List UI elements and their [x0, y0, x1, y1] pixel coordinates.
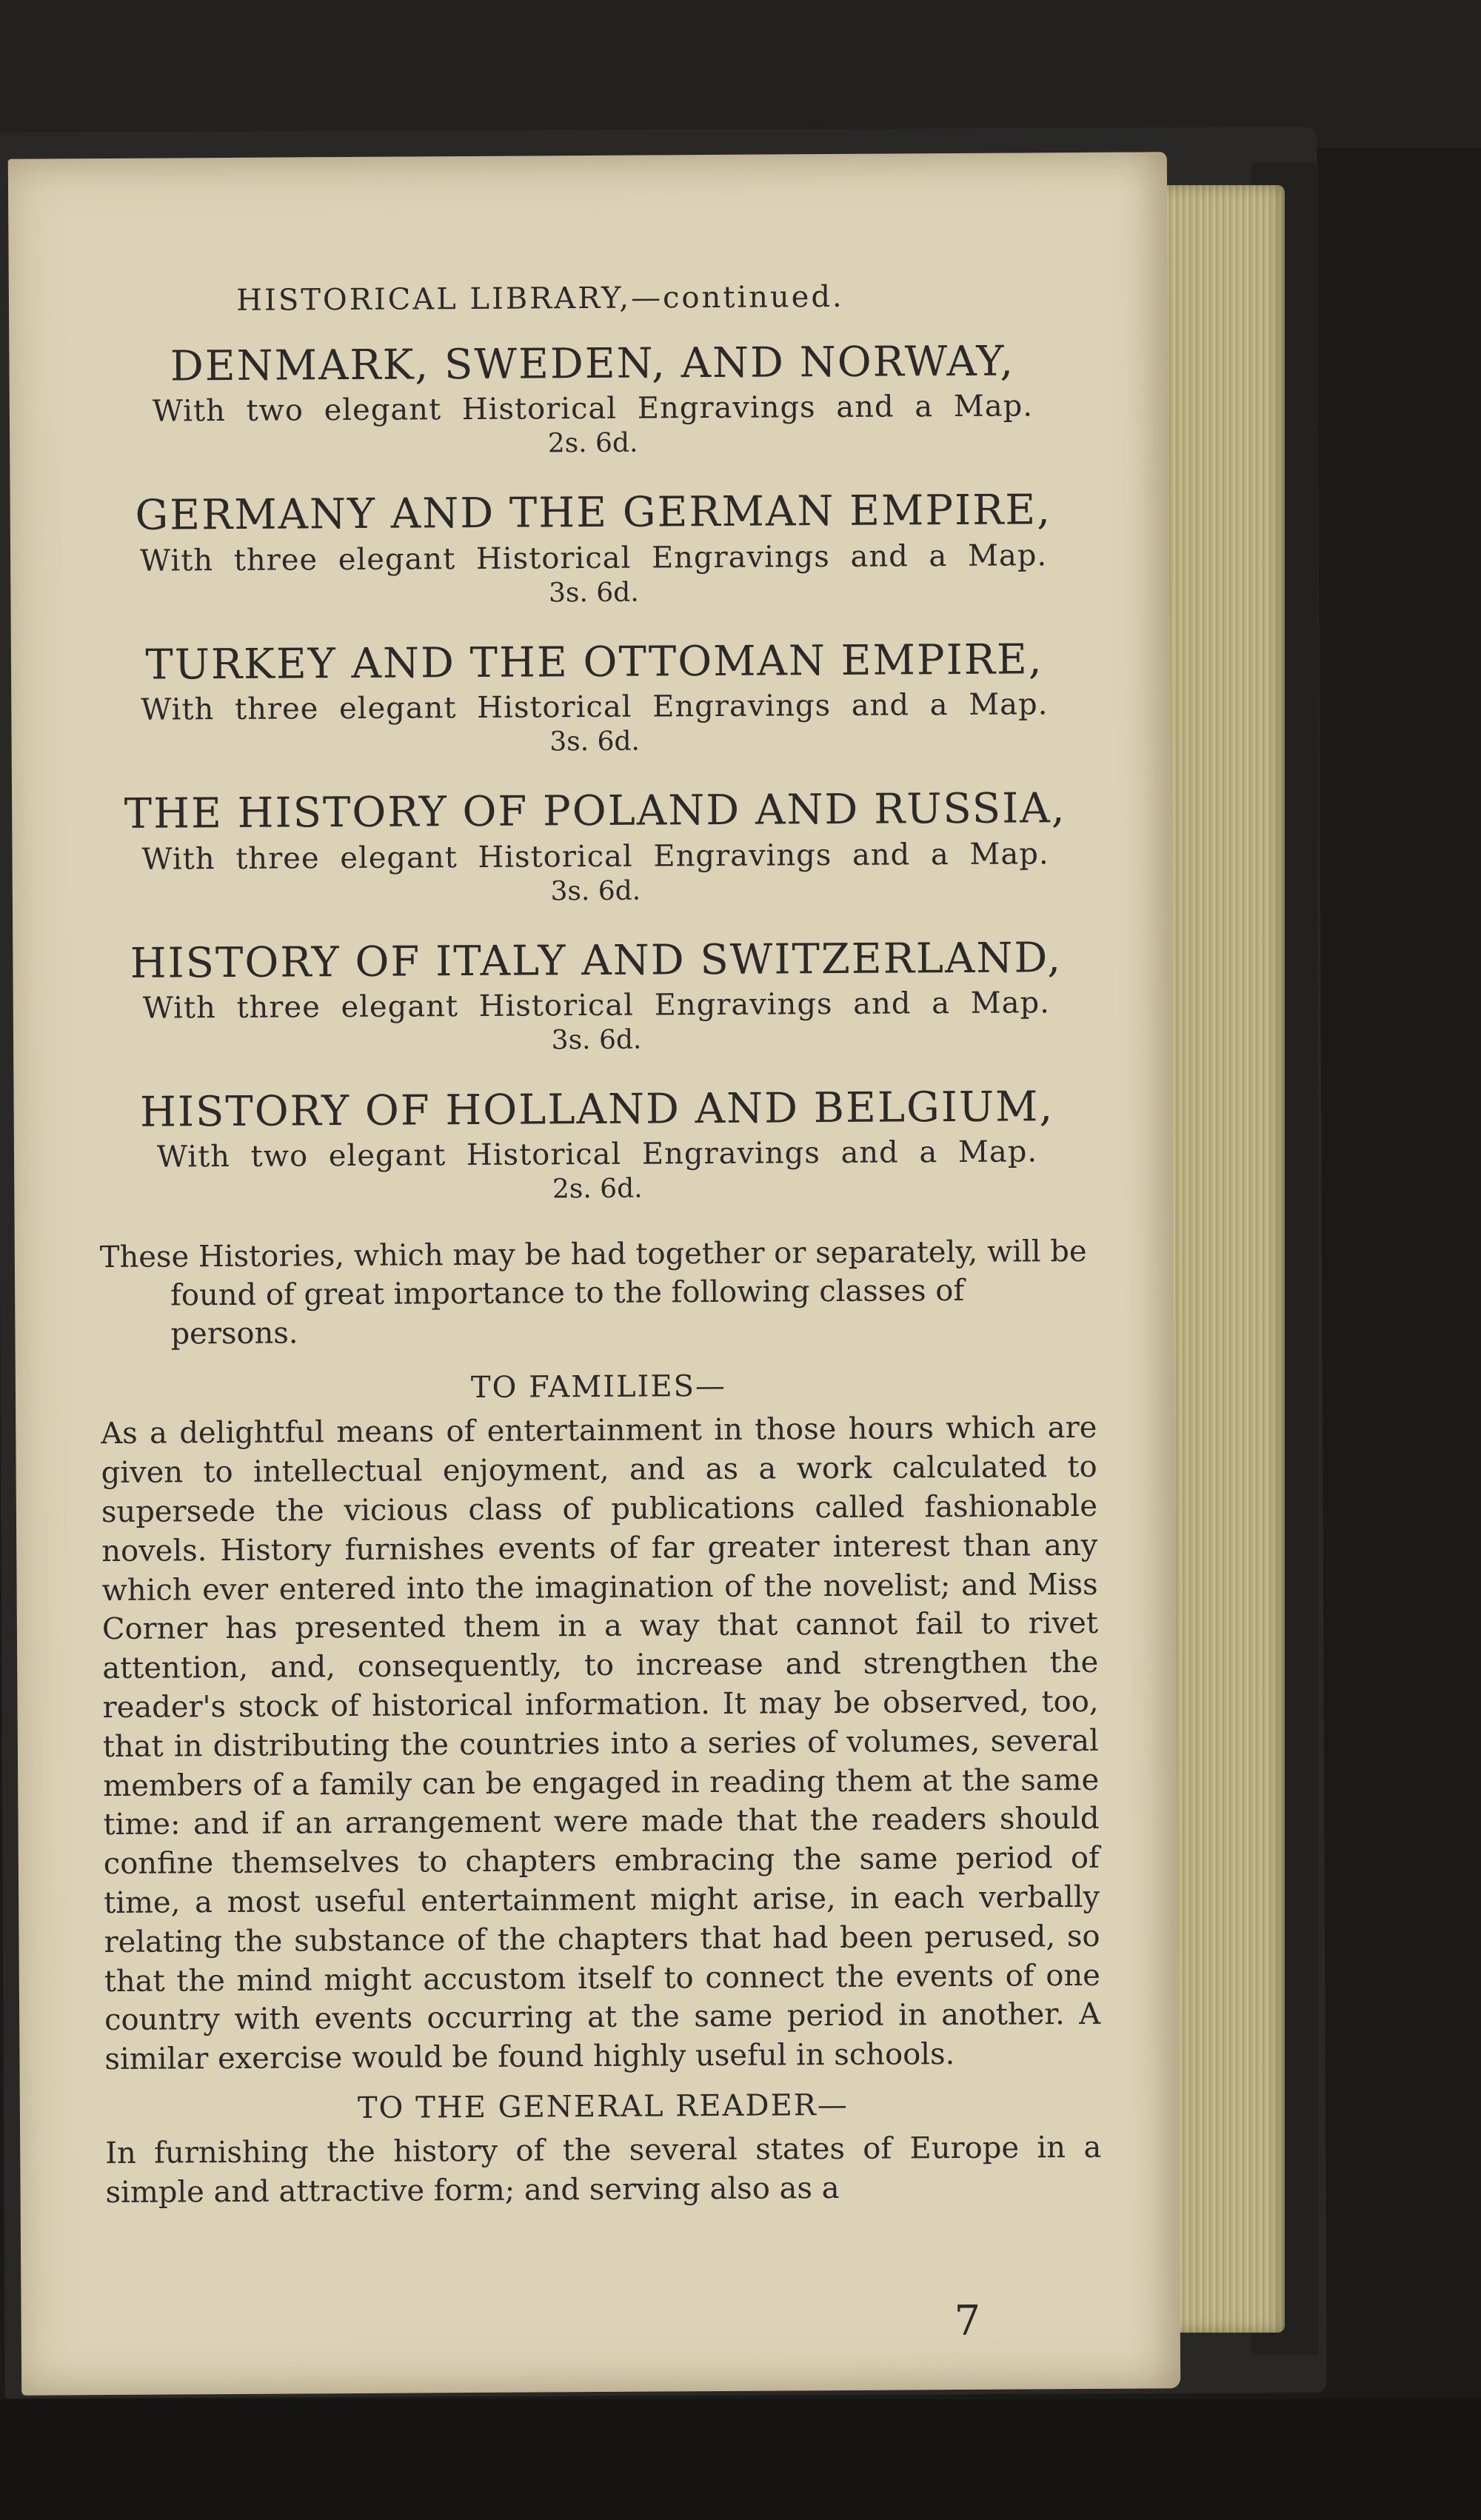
entry-price: 3s. 6d. [550, 875, 641, 906]
entry-title: DENMARK, SWEDEN, AND NORWAY, [170, 337, 1015, 391]
entry-denmark [94, 338, 1091, 462]
entry-subtitle: With three elegant Historical Engravings and a Map. [141, 687, 1049, 727]
page-number: 7 [954, 2296, 981, 2346]
families-paragraph: As a delightful means of entertainment in those hours which are given to intellectual enjoyment, and as a work calculated to supersede the vicious class of publications called fashionable novels. History furnishes events of far greater interest than any which ever entered into the imagination of the novelist; and Miss Corner has presented them in a way that cannot fail to rivet attention, and, consequently, to increase and strengthen the reader's stock of historical information. It may be observed, too, that in distributing the countries into a series of volumes, several members of a family can be engaged in reading them at the same time: and if an arrangement were made that the readers should confine themselves to chapters embracing the same period of time, a most useful entertainment might arise, in each verbally relating the substance of the chapters that had been perused, so that the mind might accustom itself to connect the events of one country with events occurring at the same period in another. A similar exercise would be found highly useful in schools. [101, 1411, 1101, 2077]
families-heading: TO FAMILIES— [470, 1369, 727, 1406]
entry-price: 2s. 6d. [552, 1173, 643, 1205]
intro-paragraph: These Histories, which may be had together or separately, will be found of great importance to the following classes of persons. [99, 1234, 1087, 1351]
entry-subtitle: With three elegant Historical Engravings and a Map. [141, 836, 1049, 877]
entry-subtitle: With three elegant Historical Engravings and a Map. [139, 538, 1048, 578]
entry-germany [96, 487, 1092, 611]
entry-turkey [96, 636, 1093, 761]
entry-subtitle: With two elegant Historical Engravings and a Map. [156, 1134, 1038, 1174]
entry-italy-switzerland [98, 934, 1094, 1058]
general-reader-paragraph: In furnishing the history of the several states of Europe in a simple and attractive form; and serving also as a [105, 2130, 1102, 2210]
background-top [0, 0, 1481, 148]
book-page [8, 152, 1180, 2396]
general-reader-heading: TO THE GENERAL READER— [357, 2088, 849, 2125]
entry-title: THE HISTORY OF POLAND AND RUSSIA, [124, 784, 1066, 839]
entry-subtitle: With three elegant Historical Engravings and a Map. [142, 986, 1050, 1026]
entry-poland-russia [97, 785, 1094, 909]
entry-price: 3s. 6d. [548, 577, 639, 609]
entry-price: 3s. 6d. [551, 1024, 642, 1056]
entry-title: HISTORY OF ITALY AND SWITZERLAND, [130, 933, 1063, 988]
entry-price: 3s. 6d. [549, 726, 641, 758]
entry-subtitle: With two elegant Historical Engravings and a Map. [152, 389, 1034, 430]
entry-title: HISTORY OF HOLLAND AND BELGIUM, [139, 1083, 1054, 1137]
entry-title: TURKEY AND THE OTTOMAN EMPIRE, [145, 635, 1043, 689]
entry-title: GERMANY AND THE GERMAN EMPIRE, [135, 486, 1052, 541]
background-bottom [0, 2399, 1481, 2520]
running-head: HISTORICAL LIBRARY,—continued. [236, 279, 844, 318]
page-text [94, 278, 1102, 2217]
entry-holland-belgium [98, 1083, 1095, 1208]
entry-price: 2s. 6d. [547, 428, 638, 459]
